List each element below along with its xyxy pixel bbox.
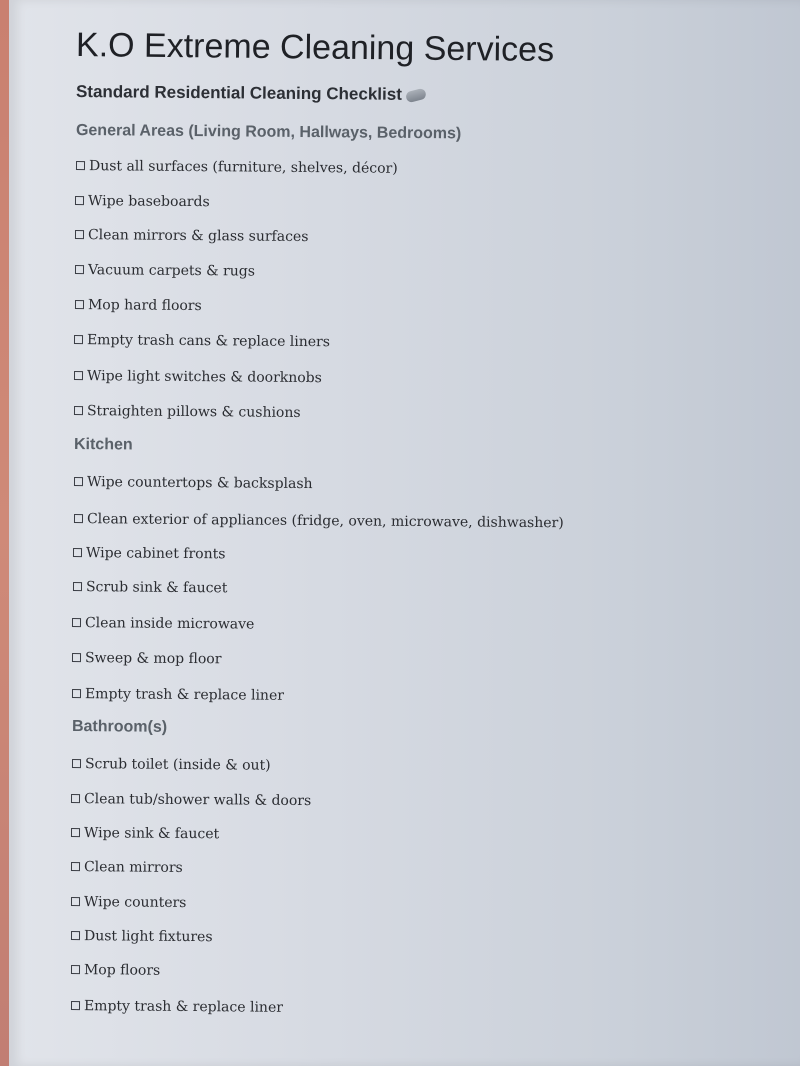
checklist-item[interactable]: Wipe countertops & backsplash	[74, 474, 313, 492]
checklist-item[interactable]: Dust all surfaces (furniture, shelves, décor)	[76, 158, 398, 177]
checklist-item[interactable]: Clean mirrors & glass surfaces	[75, 227, 309, 245]
checklist-item[interactable]: Dust light fixtures	[71, 928, 213, 945]
checkbox[interactable]	[74, 371, 83, 380]
checkbox[interactable]	[75, 230, 84, 239]
checkbox[interactable]	[75, 196, 84, 205]
checklist-item[interactable]: Straighten pillows & cushions	[74, 403, 301, 421]
checklist-item[interactable]: Scrub sink & faucet	[73, 579, 228, 596]
checklist-item[interactable]: Scrub toilet (inside & out)	[72, 756, 271, 774]
checkbox[interactable]	[71, 1001, 80, 1010]
checklist-item[interactable]: Sweep & mop floor	[72, 650, 222, 667]
subtitle-text: Standard Residential Cleaning Checklist	[75, 82, 402, 104]
checkbox[interactable]	[72, 689, 81, 698]
checkbox[interactable]	[74, 406, 83, 415]
checklist-item[interactable]: Mop hard floors	[75, 297, 202, 314]
checklist-item[interactable]: Clean tub/shower walls & doors	[71, 791, 311, 809]
checkbox[interactable]	[71, 931, 80, 940]
checklist-item[interactable]: Empty trash & replace liner	[72, 686, 284, 704]
document-title: K.O Extreme Cleaning Services	[75, 26, 555, 70]
checklist-item[interactable]: Clean mirrors	[71, 859, 183, 876]
checklist-item[interactable]: Clean exterior of appliances (fridge, oven, microwave, dishwasher)	[74, 511, 564, 531]
checkbox[interactable]	[75, 300, 84, 309]
checklist-item[interactable]: Wipe sink & faucet	[71, 825, 219, 842]
section-heading-general-areas: General Areas (Living Room, Hallways, Bedrooms)	[75, 122, 462, 143]
checkbox[interactable]	[71, 794, 80, 803]
checkbox[interactable]	[76, 161, 85, 170]
page-edge	[0, 0, 9, 1066]
checkbox[interactable]	[72, 759, 81, 768]
checkbox[interactable]	[73, 582, 82, 591]
section-heading-bathrooms: Bathroom(s)	[71, 718, 168, 736]
checkbox[interactable]	[74, 335, 83, 344]
checklist-item[interactable]: Empty trash cans & replace liners	[74, 332, 330, 350]
checklist-item[interactable]: Wipe light switches & doorknobs	[74, 368, 322, 386]
checklist-item[interactable]: Vacuum carpets & rugs	[75, 262, 255, 280]
checklist-item[interactable]: Empty trash & replace liner	[71, 998, 283, 1016]
checklist-item[interactable]: Clean inside microwave	[72, 615, 255, 633]
checkbox[interactable]	[72, 618, 81, 627]
section-heading-kitchen: Kitchen	[73, 436, 133, 454]
checkbox[interactable]	[71, 828, 80, 837]
checkbox[interactable]	[72, 653, 81, 662]
checklist-item[interactable]: Wipe counters	[71, 894, 187, 911]
checkbox[interactable]	[75, 265, 84, 274]
checklist-item[interactable]: Wipe cabinet fronts	[73, 545, 226, 562]
checkbox[interactable]	[74, 477, 83, 486]
checklist-item[interactable]: Wipe baseboards	[75, 193, 210, 210]
checkbox[interactable]	[73, 548, 82, 557]
checkbox[interactable]	[71, 862, 80, 871]
checklist-item[interactable]: Mop floors	[71, 962, 160, 979]
broom-icon	[405, 88, 427, 104]
checkbox[interactable]	[71, 897, 80, 906]
checkbox[interactable]	[74, 514, 83, 523]
checklist-subtitle	[76, 82, 426, 105]
checkbox[interactable]	[71, 965, 80, 974]
